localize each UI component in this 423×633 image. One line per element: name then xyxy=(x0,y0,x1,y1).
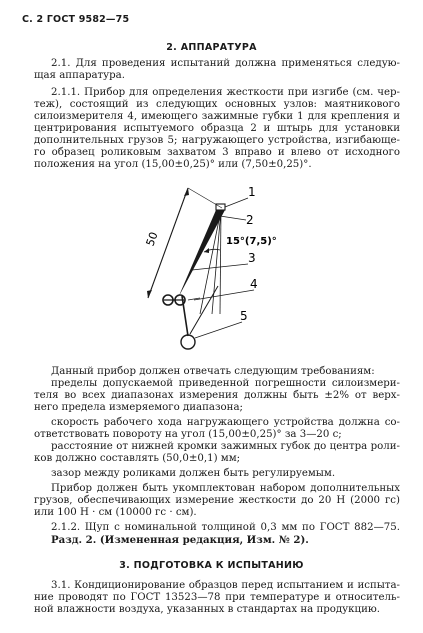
text-line: него предела измеряемого диапазона; xyxy=(34,402,243,413)
text-line: или 100 Н · см (10000 гс · см). xyxy=(34,507,197,518)
text-line: 3.1. Кондиционирование образцов перед испытанием и испыта- xyxy=(51,580,400,591)
text-line: теля во всех диапазонах измерения должны быть ±2% от верх- xyxy=(34,390,400,401)
text-line: 2.1.2. Щуп с номинальной толщиной 0,3 мм по ГОСТ 882—75. xyxy=(51,522,400,533)
angle-label: 15°(7,5)° xyxy=(226,236,277,247)
label-2-specimen: 2 xyxy=(246,213,254,227)
text-line: ной влажности воздуха, указанных в стандартах на продукцию. xyxy=(34,604,380,615)
amendment-note: Разд. 2. (Измененная редакция, Изм. № 2). xyxy=(51,534,309,546)
label-3-roller: 3 xyxy=(248,251,256,265)
text-line: силоизмерителя 4, имеющего зажимные губки 1 для крепления и xyxy=(34,111,400,122)
text-line: 2.1. Для проведения испытаний должна применяться следую- xyxy=(51,58,400,69)
section-title-apparatus: 2. АППАРАТУРА xyxy=(166,42,257,53)
text-line: ние проводят по ГОСТ 13523—78 при температуре и относитель- xyxy=(34,592,400,603)
text-line: зазор между роликами должен быть регулируемым. xyxy=(51,468,336,479)
section-title-preparation: 3. ПОДГОТОВКА К ИСПЫТАНИЮ xyxy=(119,560,304,571)
text-line: ков должно составлять (50,0±0,1) мм; xyxy=(34,453,241,464)
text-line: Прибор должен быть укомплектован набором дополнительных xyxy=(51,483,400,494)
text-line: положения на угол (15,00±0,25)° или (7,50±0,25)°. xyxy=(34,159,312,170)
text-line: пределы допускаемой приведенной погрешности силоизмери- xyxy=(51,378,400,389)
text-line: 2.1.1. Прибор для определения жесткости при изгибе (см. чер- xyxy=(51,87,400,98)
text-line: грузов, обеспечивающих измерение жесткости до 20 Н (2000 гс) xyxy=(34,495,400,506)
text-line: центрирования испытуемого образца 2 и штырь для установки xyxy=(34,123,400,134)
text-line: щая аппаратура. xyxy=(34,70,125,81)
page-header: С. 2 ГОСТ 9582—75 xyxy=(22,14,130,25)
apparatus-diagram xyxy=(130,186,280,356)
text-line: теж), состоящий из следующих основных узлов: маятникового xyxy=(34,99,400,110)
text-line: дополнительных грузов 5; нагружающего устройства, изгибающе- xyxy=(34,135,400,146)
text-line: скорость рабочего хода нагружающего устройства должна со- xyxy=(51,417,400,428)
text-line: Данный прибор должен отвечать следующим требованиям: xyxy=(51,366,375,377)
dimension-label: 50 xyxy=(143,230,161,248)
text-line: го образец роликовым захватом 3 вправо и влево от исходного xyxy=(34,147,400,158)
text-line: ответствовать повороту на угол (15,00±0,25)° за 3—20 с; xyxy=(34,429,342,440)
label-5-weight: 5 xyxy=(240,309,248,323)
label-4-force-meter: 4 xyxy=(250,277,258,291)
label-1-jaws: 1 xyxy=(248,186,256,199)
text-line: расстояние от нижней кромки зажимных губок до центра роли- xyxy=(51,441,400,452)
